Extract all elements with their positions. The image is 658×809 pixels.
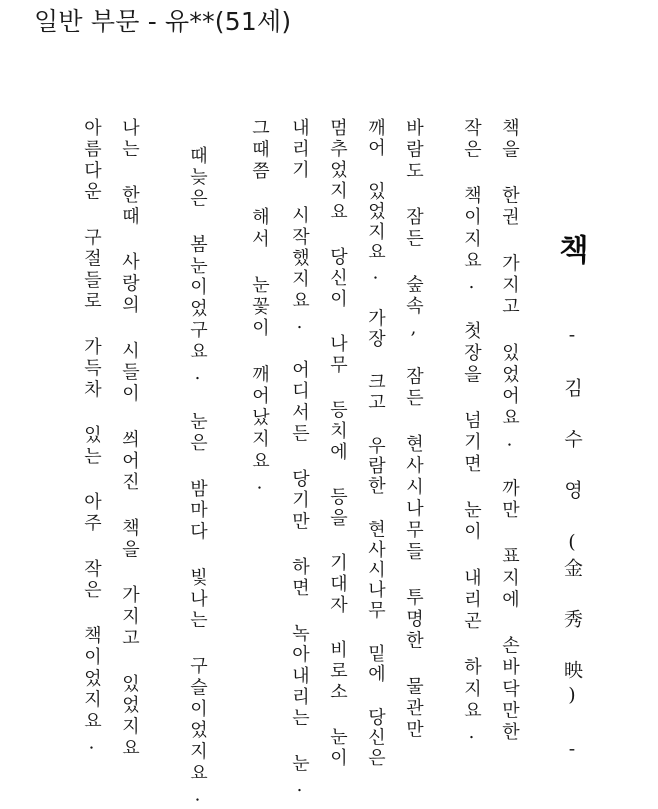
poem-line: 나는 한때 사랑의 시들이 씌어진 책을 가지고 있었지요 xyxy=(119,118,140,760)
poem-author: - 김 수 영 (金 秀 映) - xyxy=(561,324,583,765)
poem-line: 내리기 시작했지요. 어디서든 당기만 하면 녹아내리는 눈. xyxy=(289,118,310,800)
poem-line: 멈추었지요 당신이 나무 등치에 등을 기대자 비로소 눈이 xyxy=(327,118,348,769)
poem-line: 그때쯤 해서 눈꽃이 깨어났지요. xyxy=(249,118,270,498)
poem-line: 아름다운 구절들로 가득차 있는 아주 작은 책이었지요. xyxy=(81,118,102,757)
poem-title: 책 xyxy=(553,234,588,264)
poem-line: 책을 한권 가지고 있었어요. 까만 표지에 손바닥만한 xyxy=(499,118,520,744)
poem-line: 바람도 잠든 숲속, 잠든 현사시나무들 투명한 물관만 xyxy=(403,118,424,741)
handwritten-poem-page xyxy=(64,96,624,809)
poem-line: 작은 책이지요. 첫장을 넘기면 눈이 내리곤 하지요. xyxy=(461,118,482,747)
poem-line: 깨어 있었지요. 가장 크고 우람한 현사시나무 밑에 당신은 xyxy=(365,118,386,769)
poem-line: 때늦은 봄눈이었구요. 눈은 밤마다 빛나는 구슬이었지요. xyxy=(187,146,208,809)
page-header: 일반 부문 - 유**(51세) xyxy=(34,7,292,36)
